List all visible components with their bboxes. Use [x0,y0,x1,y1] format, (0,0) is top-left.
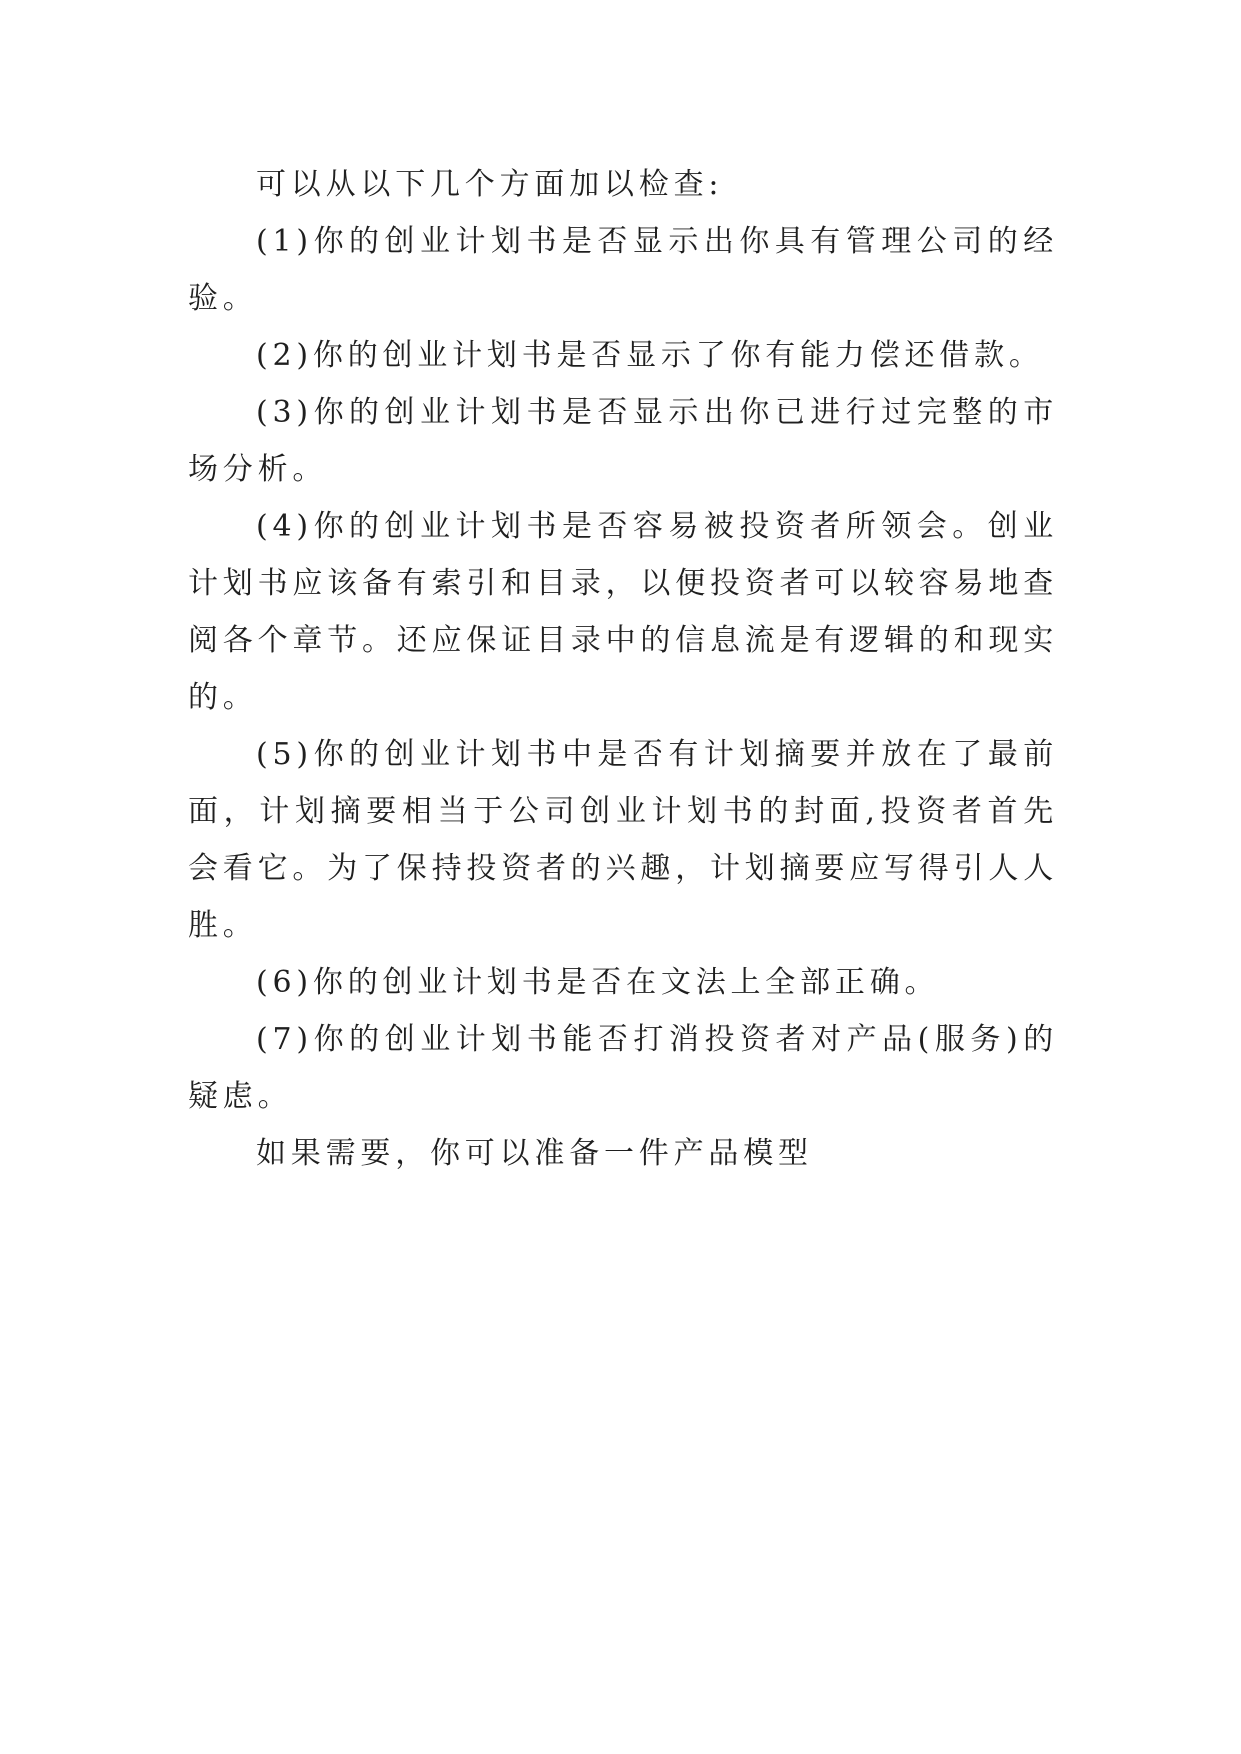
paragraph-item-1: (1)你的创业计划书是否显示出你具有管理公司的经验。 [188,224,1058,316]
paragraph-item-3: (3)你的创业计划书是否显示出你已进行过完整的市场分析。 [188,395,1058,487]
paragraph-item-7: (7)你的创业计划书能否打消投资者对产品(服务)的疑虑。 [188,1022,1058,1114]
paragraph-intro: 可以从以下几个方面加以检查: [256,167,724,202]
paragraph-item-2: (2)你的创业计划书是否显示了你有能力偿还借款。 [256,338,1044,373]
paragraph-item-6: (6)你的创业计划书是否在文法上全部正确。 [256,965,940,1000]
document-body [188,156,1058,1182]
paragraph-item-5: (5)你的创业计划书中是否有计划摘要并放在了最前面，计划摘要相当于公司创业计划书的封面,投资者首先会看它。为了保持投资者的兴趣，计划摘要应写得引人人胜。 [188,737,1058,943]
paragraph-closing: 如果需要，你可以准备一件产品模型 [256,1136,813,1171]
paragraph-item-4: (4)你的创业计划书是否容易被投资者所领会。创业计划书应该备有索引和目录，以便投资者可以较容易地查阅各个章节。还应保证目录中的信息流是有逻辑的和现实的。 [188,509,1058,715]
